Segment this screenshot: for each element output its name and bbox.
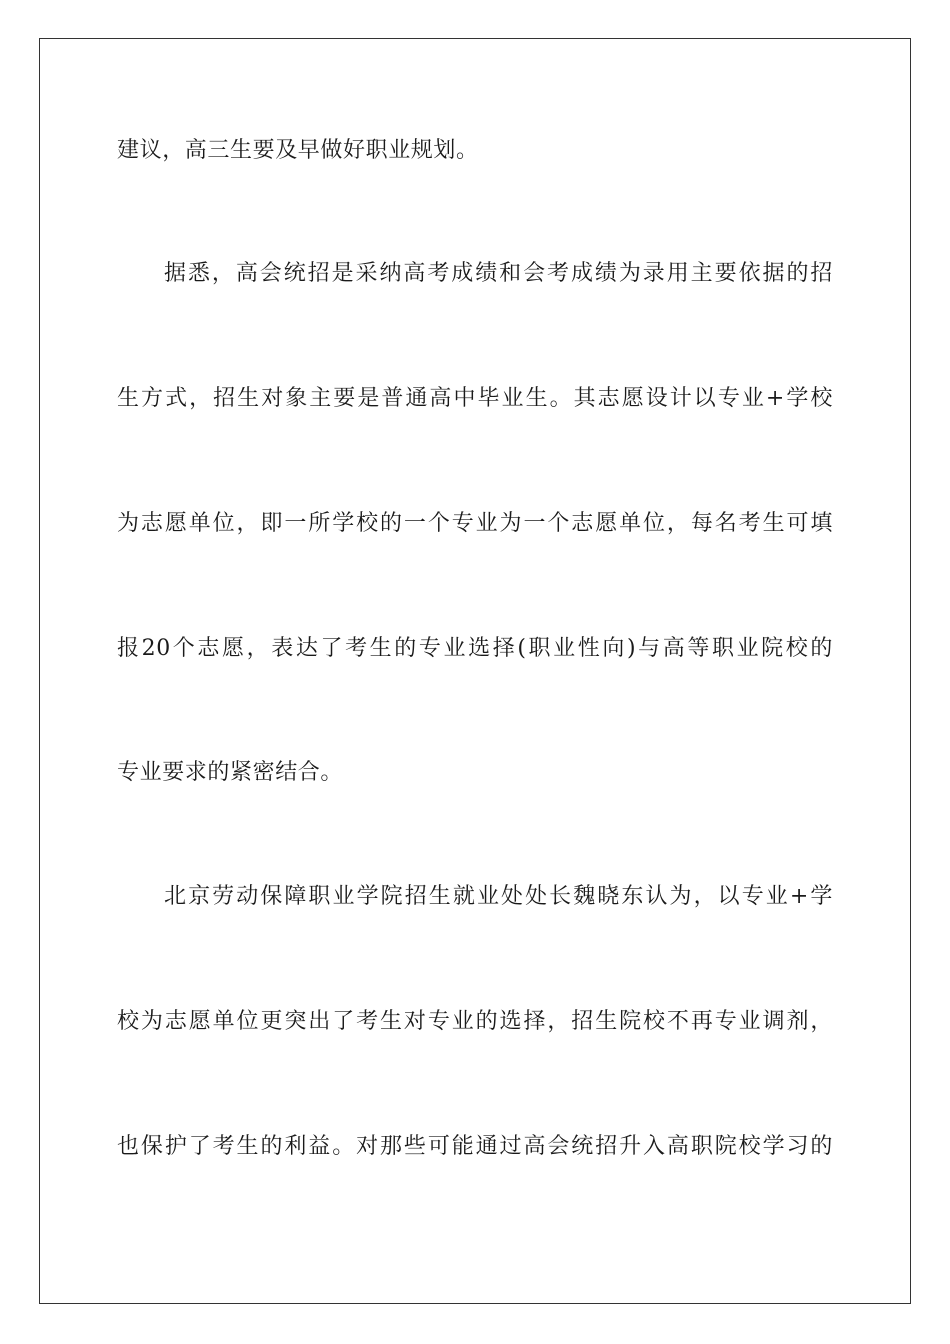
- text-line-7: 北京劳动保障职业学院招生就业处处长魏晓东认为，以专业+学: [164, 884, 833, 909]
- text-line-4: 为志愿单位，即一所学校的一个专业为一个志愿单位，每名考生可填: [117, 511, 833, 536]
- text-line-5: 报20个志愿，表达了考生的专业选择(职业性向)与高等职业院校的: [117, 636, 833, 661]
- text-line-6: 专业要求的紧密结合。: [117, 760, 344, 785]
- text-line-3: 生方式，招生对象主要是普通高中毕业生。其志愿设计以专业+学校: [117, 386, 833, 411]
- text-line-1: 建议，高三生要及早做好职业规划。: [117, 138, 479, 163]
- text-line-9: 也保护了考生的利益。对那些可能通过高会统招升入高职院校学习的: [117, 1134, 833, 1159]
- text-line-2: 据悉，高会统招是采纳高考成绩和会考成绩为录用主要依据的招: [164, 261, 833, 286]
- text-line-8: 校为志愿单位更突出了考生对专业的选择，招生院校不再专业调剂，: [117, 1009, 833, 1034]
- page-border: [39, 38, 911, 1304]
